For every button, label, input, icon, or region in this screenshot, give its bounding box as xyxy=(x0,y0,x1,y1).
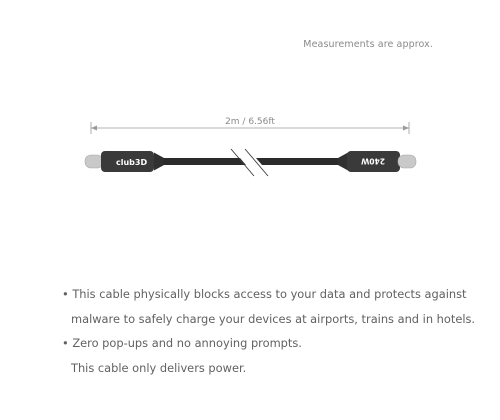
feature-1-line-1: • This cable physically blocks access to your data and protects against xyxy=(62,287,467,301)
feature-2-line-2: This cable only delivers power. xyxy=(71,360,247,375)
right-usb-c-plug xyxy=(398,155,416,168)
feature-2-line-1: • Zero pop-ups and no annoying prompts. xyxy=(62,336,302,350)
feature-1-line-2: malware to safely charge your devices at airports, trains and in hotels. xyxy=(71,311,476,326)
feature-list xyxy=(62,282,476,380)
left-usb-c-plug xyxy=(85,155,103,168)
length-label: 2m / 6.56ft xyxy=(225,117,275,127)
cable xyxy=(163,158,339,165)
power-rating-label: 240W xyxy=(361,156,385,166)
club3d-logo: club3D xyxy=(116,158,148,167)
measurement-note: Measurements are approx. xyxy=(303,39,433,50)
